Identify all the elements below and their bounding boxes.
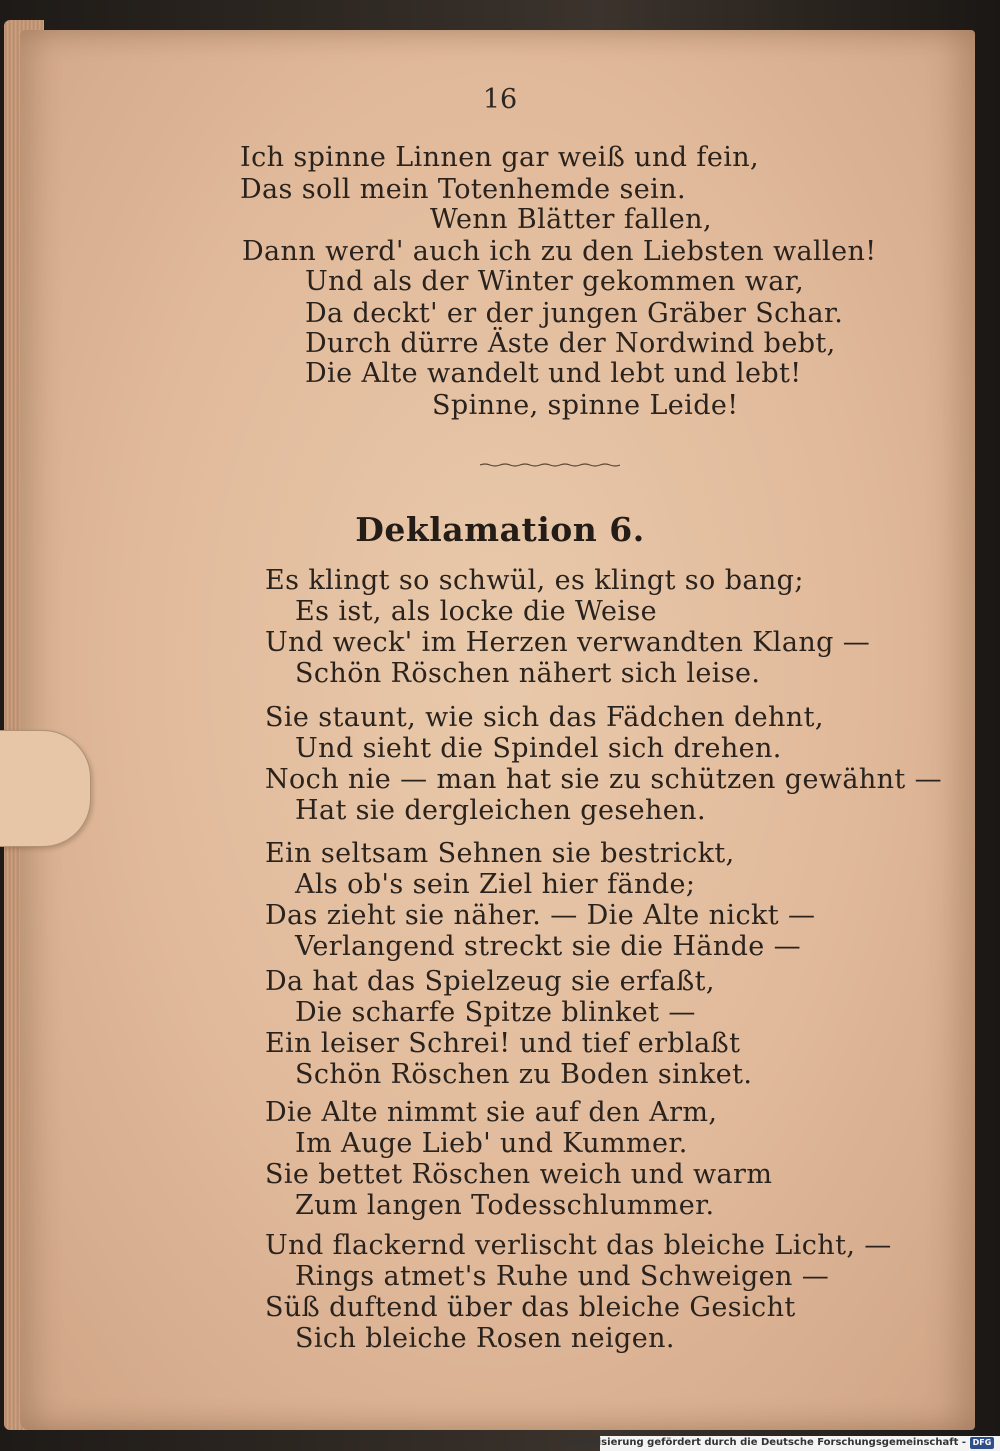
stanza-line: Im Auge Lieb' und Kummer. [295,1128,688,1159]
stanza-line: Und flackernd verlischt das bleiche Licht, — [265,1230,892,1261]
stanza-line: Und weck' im Herzen verwandten Klang — [265,627,871,658]
stanza-line: Als ob's sein Ziel hier fände; [295,869,696,900]
stanza-line: Ein seltsam Sehnen sie bestrickt, [265,838,735,869]
stanza-line: Rings atmet's Ruhe und Schweigen — [295,1261,830,1292]
stanza-line: Es klingt so schwül, es klingt so bang; [265,565,804,596]
section-divider [480,463,620,467]
section-heading: Deklamation 6. [355,510,645,549]
stanza-line: Das zieht sie näher. — Die Alte nickt — [265,900,816,931]
poem-line: Dann werd' auch ich zu den Liebsten wallen! [242,236,877,267]
stanza-line: Verlangend streckt sie die Hände — [295,931,802,962]
stanza-line: Sie staunt, wie sich das Fädchen dehnt, [265,702,824,733]
poem-line: Spinne, spinne Leide! [432,390,739,421]
poem-line: Durch dürre Äste der Nordwind bebt, [305,328,836,359]
page-number: 16 [482,84,518,115]
stanza-line: Ein leiser Schrei! und tief erblaßt [265,1028,741,1059]
poem-line: Ich spinne Linnen gar weiß und fein, [240,142,760,173]
poem-line: Wenn Blätter fallen, [430,204,712,235]
poem-line: Die Alte wandelt und lebt und lebt! [305,358,802,389]
dfg-logo: DFG [970,1437,994,1449]
page-tab-marker [0,730,91,847]
stanza-line: Schön Röschen nähert sich leise. [295,658,761,689]
stanza-line: Und sieht die Spindel sich drehen. [295,733,782,764]
stanza-line: Noch nie — man hat sie zu schützen gewähnt — [265,764,943,795]
stanza-line: Es ist, als locke die Weise [295,596,658,627]
poem-line: Und als der Winter gekommen war, [305,266,805,297]
stanza-line: Da hat das Spielzeug sie erfaßt, [265,966,715,997]
stanza-line: Die scharfe Spitze blinket — [295,997,696,1028]
stanza-line: Hat sie dergleichen gesehen. [295,795,706,826]
footer-credit: Digitalisierung gefördert durch die Deutsche Forschungsgemeinschaft - [560,1437,966,1448]
stanza-line: Die Alte nimmt sie auf den Arm, [265,1097,718,1128]
stanza-line: Zum langen Todesschlummer. [295,1190,715,1221]
stanza-line: Schön Röschen zu Boden sinket. [295,1059,753,1090]
stanza-line: Sie bettet Röschen weich und warm [265,1159,773,1190]
stanza-line: Süß duftend über das bleiche Gesicht [265,1292,796,1323]
poem-line: Das soll mein Totenhemde sein. [240,174,686,205]
poem-line: Da deckt' er der jungen Gräber Schar. [305,298,844,329]
stanza-line: Sich bleiche Rosen neigen. [295,1323,675,1354]
